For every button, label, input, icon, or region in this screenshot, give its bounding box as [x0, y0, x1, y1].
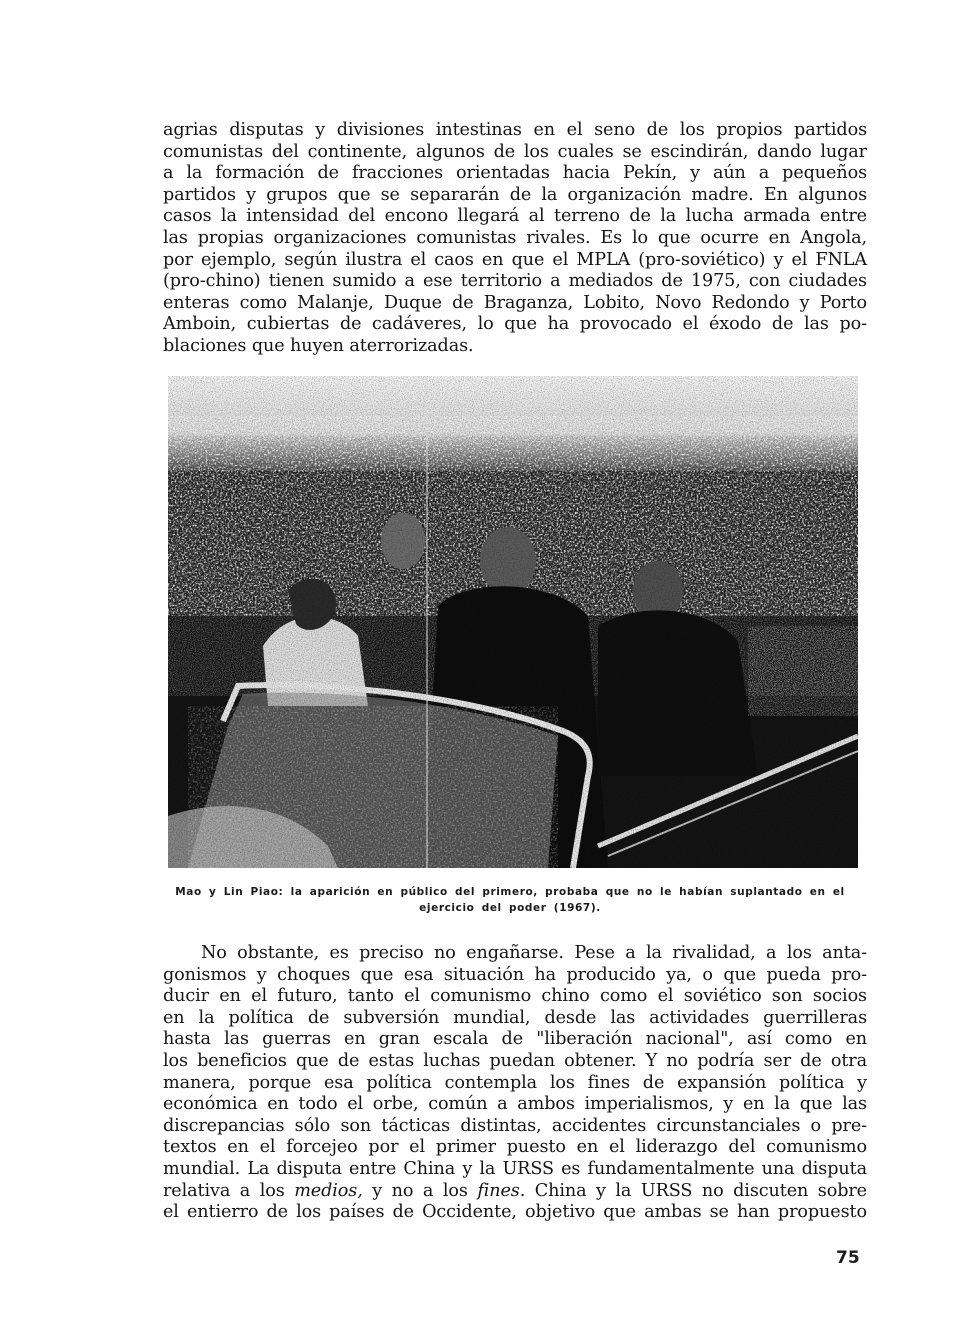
text-line: gonismos y choques que esa situación ha producido ya, o que pueda pro-: [163, 964, 867, 985]
text-line-with-italics: [163, 1181, 867, 1203]
text-line: en la política de subversión mundial, desde las actividades guerrilleras: [163, 1007, 867, 1028]
text-line: blaciones que huyen aterrorizadas.: [163, 335, 474, 356]
text-line: (pro-chino) tienen sumido a ese territorio a mediados de 1975, con ciudades: [163, 271, 867, 292]
text-line: Amboin, cubiertas de cadáveres, lo que ha provocado el éxodo de las po-: [163, 314, 867, 335]
photo-mao-lin-piao: [168, 376, 858, 868]
text-line: enteras como Malanje, Duque de Braganza, Lobito, Novo Redondo y Porto: [163, 292, 867, 313]
text-line: económica en todo el orbe, común a ambos imperialismos, y en la que las: [163, 1094, 867, 1115]
text-line: No obstante, es preciso no engañarse. Pese a la rivalidad, a los anta-: [201, 943, 867, 963]
text-line: comunistas del continente, algunos de los cuales se escindirán, dando lugar: [163, 141, 867, 162]
paragraph-2: [163, 943, 867, 1224]
text-line: el entierro de los países de Occidente, objetivo que ambas se han propuesto: [163, 1202, 867, 1223]
text-fragment: China y la URSS no discuten sobre: [525, 1180, 867, 1201]
halftone-photo-graphic: [168, 376, 858, 868]
text-line: manera, porque esa política contempla los fines de expansión política y: [163, 1072, 867, 1093]
italic-word-medios: medios,: [294, 1180, 363, 1201]
text-line: ducir en el futuro, tanto el comunismo chino como el soviético son socios: [163, 986, 867, 1007]
text-line: partidos y grupos que se separarán de la organización madre. En algunos: [163, 184, 867, 205]
paragraph-1: [163, 120, 867, 358]
caption-lead: Mao y Lin Piao:: [175, 886, 284, 898]
page-number: 75: [836, 1248, 860, 1268]
text-fragment: relativa a los: [163, 1180, 295, 1201]
text-line: agrias disputas y divisiones intestinas en el seno de los propios partidos: [163, 120, 867, 140]
text-line: textos en el forcejeo por el primer puesto en el liderazgo del comunismo: [163, 1137, 867, 1158]
text-line: discrepancias sólo son tácticas distintas, accidentes circunstanciales o pre-: [163, 1115, 867, 1136]
text-fragment: y no a los: [362, 1180, 478, 1201]
text-line: hasta las guerras en gran escala de "liberación nacional", así como en: [163, 1029, 867, 1050]
caption-text: la aparición en público del primero, probaba que no le habían suplantado en el ejercicio del poder (1967).: [290, 886, 845, 914]
text-line: casos la intensidad del encono llegará al terreno de la lucha armada entre: [163, 206, 867, 227]
photo-caption: [150, 884, 870, 916]
italic-word-fines: fines.: [477, 1180, 526, 1201]
text-line: por ejemplo, según ilustra el caos en que el MPLA (pro-soviético) y el FNLA: [163, 249, 867, 270]
text-line: a la formación de fracciones orientadas hacia Pekín, y aún a pequeños: [163, 163, 867, 184]
text-line: mundial. La disputa entre China y la URSS es fundamentalmente una disputa: [163, 1158, 867, 1179]
text-line: los beneficios que de estas luchas puedan obtener. Y no podría ser de otra: [163, 1050, 867, 1071]
text-line: las propias organizaciones comunistas rivales. Es lo que ocurre en Angola,: [163, 227, 867, 248]
